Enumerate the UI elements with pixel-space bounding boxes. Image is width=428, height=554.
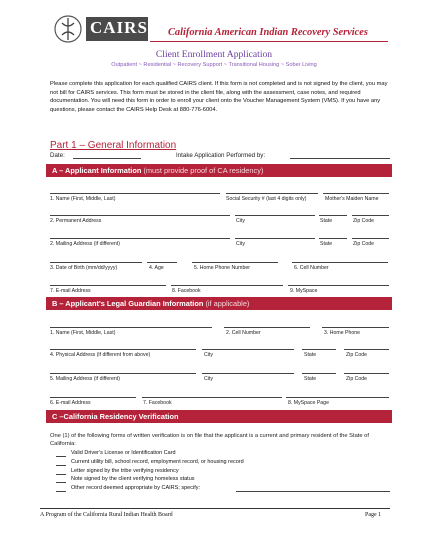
option-checkbox[interactable] (56, 482, 66, 483)
option-checkbox[interactable] (56, 465, 66, 466)
section-b-header (46, 297, 392, 310)
guardian-myspace-field[interactable] (286, 397, 389, 398)
guardian-cell-field[interactable] (224, 327, 310, 328)
guardian-phys-address-field[interactable] (50, 349, 196, 350)
guardian-name-field[interactable] (50, 327, 212, 328)
guardian-home-phone-label: 3. Home Phone (324, 330, 361, 336)
applicant-ssn-field[interactable] (226, 193, 318, 194)
intake-label: Intake Application Performed by: (176, 152, 266, 159)
applicant-age-label: 4. Age (149, 265, 164, 271)
applicant-perm-state-field[interactable] (319, 215, 347, 216)
applicant-perm-zip-field[interactable] (352, 215, 389, 216)
applicant-cell-label: 6. Cell Number (294, 265, 329, 271)
logo (54, 14, 150, 44)
applicant-myspace-label: 9. MySpace (290, 288, 318, 294)
section-a-header (46, 164, 392, 177)
option-label: Other record deemed appropriate by CAIRS; specify: (71, 485, 201, 492)
section-b-title: B – Applicant's Legal Guardian Information (52, 299, 204, 308)
guardian-phys-city-label: City (204, 352, 213, 358)
applicant-mail-state-field[interactable] (319, 238, 347, 239)
applicant-maiden-name-field[interactable] (323, 193, 389, 194)
page-title: Client Enrollment Application (155, 49, 273, 60)
applicant-dob-label: 3. Date of Birth (mm/dd/yyyy) (50, 265, 118, 271)
applicant-maiden-label: Mother's Maiden Name (325, 196, 379, 202)
residency-option[interactable] (56, 476, 390, 485)
part1-title: Part 1 – General Information (50, 140, 177, 151)
guardian-mail-zip-field[interactable] (344, 373, 389, 374)
guardian-mail-city-field[interactable] (202, 373, 294, 374)
applicant-perm-state-label: State (320, 218, 333, 224)
guardian-name-label: 1. Name (First, Middle, Last) (50, 330, 116, 336)
applicant-age-field[interactable] (147, 262, 177, 263)
applicant-home-phone-label: 5. Home Phone Number (194, 265, 250, 271)
guardian-phys-zip-field[interactable] (344, 349, 389, 350)
org-name: California American Indian Recovery Services (168, 27, 368, 38)
applicant-perm-city-field[interactable] (235, 215, 315, 216)
applicant-perm-zip-label: Zip Code (353, 218, 375, 224)
date-label: Date: (50, 152, 65, 159)
applicant-mail-address-label: 2. Mailing Address (if different) (50, 241, 120, 247)
page-subtitle: Outpatient ~ Residential ~ Recovery Support ~ Transitional Housing ~ Sober Living (111, 62, 317, 68)
guardian-facebook-field[interactable] (142, 397, 282, 398)
other-specify-field[interactable] (236, 491, 390, 492)
applicant-email-label: 7. E-mail Address (50, 288, 91, 294)
section-c-intro: One (1) of the following forms of written verification is on file that the applicant is a current and primary resident of the State of California: (50, 433, 369, 448)
guardian-mail-zip-label: Zip Code (346, 376, 368, 382)
applicant-mail-city-label: City (236, 241, 245, 247)
section-a-note: (must provide proof of CA residency) (143, 166, 264, 175)
option-label: Valid Driver's License or Identification Card (71, 450, 176, 456)
option-checkbox[interactable] (56, 474, 66, 475)
guardian-phys-state-field[interactable] (302, 349, 336, 350)
guardian-mail-address-field[interactable] (50, 373, 196, 374)
guardian-phys-zip-label: Zip Code (346, 352, 368, 358)
applicant-mail-zip-label: Zip Code (353, 241, 375, 247)
guardian-myspace-label: 8. MySpace Page (288, 400, 329, 406)
guardian-mail-state-field[interactable] (302, 373, 336, 374)
residency-option[interactable] (56, 459, 390, 468)
applicant-mail-zip-field[interactable] (352, 238, 389, 239)
applicant-ssn-label: Social Security # (last 4 digits only) (226, 196, 307, 202)
guardian-email-label: 6. E-mail Address (50, 400, 91, 406)
intake-performed-by-field[interactable] (290, 158, 390, 159)
residency-options (56, 450, 390, 494)
applicant-cell-field[interactable] (292, 262, 388, 263)
applicant-mail-address-field[interactable] (50, 238, 230, 239)
applicant-perm-address-label: 2. Permanent Address (50, 218, 102, 224)
applicant-facebook-label: 8. Facebook (172, 288, 201, 294)
guardian-mail-state-label: State (304, 376, 317, 382)
option-label: Note signed by the client verifying homeless status (71, 476, 195, 483)
option-label: Letter signed by the tribe verifying residency (71, 467, 179, 474)
option-checkbox[interactable] (56, 456, 66, 457)
applicant-dob-field[interactable] (50, 262, 142, 263)
applicant-home-phone-field[interactable] (192, 262, 278, 263)
section-a-title: A – Applicant Information (52, 166, 142, 175)
option-checkbox[interactable] (56, 491, 66, 492)
guardian-email-field[interactable] (50, 397, 136, 398)
residency-option[interactable] (56, 485, 390, 494)
applicant-name-label: 1. Name (First, Middle, Last) (50, 196, 116, 202)
section-b-note: (if applicable) (205, 299, 250, 308)
guardian-phys-address-label: 4. Physical Address (if different from above) (50, 352, 151, 358)
residency-option[interactable] (56, 468, 390, 477)
header-rule (150, 41, 388, 42)
footer-rule (40, 508, 390, 509)
applicant-perm-address-field[interactable] (50, 215, 230, 216)
logo-text: CAIRS (90, 18, 148, 37)
guardian-phys-state-label: State (304, 352, 317, 358)
intro-paragraph: Please complete this application for each qualified CAIRS client. If this form is not completed and is not signed by the client, you may not bill for CAIRS services. This form must be stored in the client file, along with the assessment, case notes, and required documentation. You will need this form in order to enroll your client onto the Voucher Management System (VMS). If you have any questions, please contact the CAIRS Help Desk at 880-776-6004. (50, 81, 388, 113)
applicant-name-field[interactable] (50, 193, 220, 194)
applicant-myspace-field[interactable] (288, 285, 389, 286)
section-c-title: C –California Residency Verification (52, 412, 179, 421)
applicant-perm-city-label: City (236, 218, 245, 224)
footer-left: A Program of the California Rural Indian Health Board (40, 512, 173, 518)
applicant-email-field[interactable] (50, 285, 166, 286)
option-label: Current utility bill, school record, employment record, or housing record (71, 458, 244, 465)
date-field[interactable] (73, 158, 141, 159)
guardian-cell-label: 2. Cell Number (226, 330, 261, 336)
guardian-mail-city-label: City (204, 376, 213, 382)
guardian-home-phone-field[interactable] (322, 327, 389, 328)
applicant-mail-city-field[interactable] (235, 238, 315, 239)
residency-option[interactable] (56, 450, 390, 459)
applicant-facebook-field[interactable] (171, 285, 283, 286)
footer-page-number: Page 1 (365, 512, 382, 518)
guardian-mail-address-label: 5. Mailing Address (if different) (50, 376, 120, 382)
guardian-phys-city-field[interactable] (202, 349, 294, 350)
applicant-mail-state-label: State (320, 241, 333, 247)
guardian-facebook-label: 7. Facebook (143, 400, 172, 406)
section-c-header (46, 410, 392, 423)
